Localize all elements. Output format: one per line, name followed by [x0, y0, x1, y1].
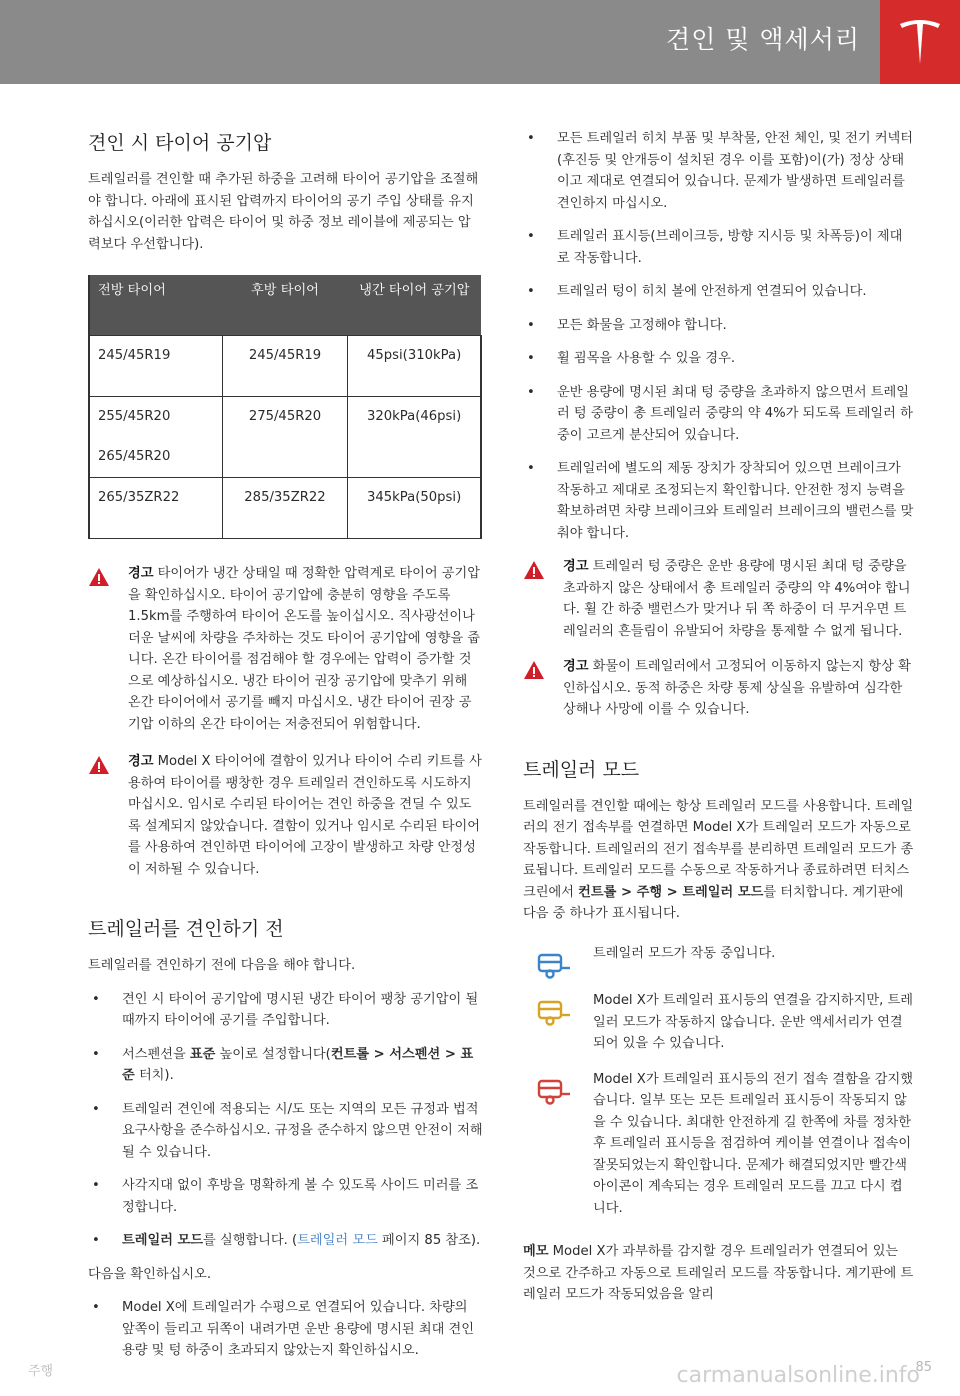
tesla-logo: [880, 0, 960, 84]
check-list: [88, 1297, 483, 1362]
page-header: [0, 0, 960, 84]
table-row: [89, 478, 481, 539]
warning-text: Model X 타이어에 결함이 있거나 타이어 수리 키트를 사용하여 타이어를 팽창한 경우 트레일러 견인하도록 시도하지 마십시오. 임시로 수리된 타이어는 견인 하중을 견딜 수 있도록 설계되지 않았습니다. 결함이 있거나 임시로 수리된 타이어를 사용하여 견인하면 타이어에 고장이 발생하고 차량 안정성이 저하될 수 있습니다.: [128, 754, 482, 877]
check-list-continued: [523, 128, 915, 544]
trailer-mode-heading: 트레일러 모드: [523, 758, 640, 781]
page-number: 85: [915, 1360, 932, 1375]
before-towing-heading: 트레일러를 견인하기 전: [88, 918, 284, 940]
indicator-row: [523, 943, 915, 965]
table-cell: 245/45R19: [222, 336, 347, 397]
footer-section-label: 주행: [28, 1364, 54, 1379]
list-item: • 사각지대 없이 후방을 명확하게 볼 수 있도록 사이드 미러를 조정합니다.: [92, 1178, 479, 1215]
warning-triangle-icon: [88, 567, 110, 587]
indicator-text: Model X가 트레일러 표시등의 연결을 감지하지만, 트레일러 모드가 작동하지 않습니다. 운반 액세서리가 연결되어 있을 수 있습니다.: [593, 993, 914, 1051]
trailer-amber-icon: [537, 998, 571, 1028]
tire-pressure-table: [88, 275, 482, 539]
table-header: 냉간 타이어 공기압: [348, 275, 481, 336]
indicator-row: [523, 990, 915, 1055]
list-item: • 휠 굄목을 사용할 수 있을 경우.: [527, 351, 736, 366]
check-intro: 다음을 확인하십시오.: [88, 1266, 212, 1282]
table-cell: 285/35ZR22: [222, 478, 347, 539]
table-row: [89, 336, 481, 397]
tire-pressure-heading: 견인 시 타이어 공기압: [88, 132, 272, 154]
watermark: carmanualsonline.info: [676, 1363, 920, 1388]
right-column: [523, 128, 915, 1306]
note-text: Model X가 과부하를 감지할 경우 트레일러가 연결되어 있는 것으로 간주하고 자동으로 트레일러 모드를 작동합니다. 계기판에 트레일러 모드가 작동되었음을 알리: [523, 1244, 914, 1302]
indicator-row: [523, 1069, 915, 1220]
warning-triangle-icon: [523, 560, 545, 580]
table-header: 전방 타이어: [89, 275, 222, 336]
warning-block: [523, 656, 915, 721]
list-item: • 트레일러 텅이 히치 볼에 안전하게 연결되어 있습니다.: [527, 284, 867, 299]
warning-block: [88, 563, 483, 735]
list-item: • 모든 화물을 고정해야 합니다.: [527, 317, 727, 333]
tire-intro: 트레일러를 견인할 때 추가된 하중을 고려해 타이어 공기압을 조절해야 합니다. 아래에 표시된 압력까지 타이어의 공기 주입 상태를 유지하십시오(이러한 압력은 타이어 및 하중 정보 레이블에 제공되는 압력보다 우선합니다).: [88, 172, 479, 252]
table-cell: 265/35ZR22: [89, 478, 222, 539]
list-item: • Model X에 트레일러가 수평으로 연결되어 있습니다. 차량의 앞쪽이 들리고 뒤쪽이 내려가면 운반 용량에 명시된 최대 견인 용량 및 텅 하중이 초과되지 않았는지 확인하십시오.: [92, 1300, 475, 1358]
table-cell: 45psi(310kPa): [348, 336, 481, 397]
table-cell: 345kPa(50psi): [348, 478, 481, 539]
table-header: 후방 타이어: [222, 275, 347, 336]
note-paragraph: [523, 1241, 915, 1306]
table-row: [89, 397, 481, 478]
indicator-text: 트레일러 모드가 작동 중입니다.: [593, 945, 776, 961]
table-cell: 245/45R19: [89, 336, 222, 397]
warning-block: [88, 751, 483, 880]
table-cell: 320kPa(46psi): [348, 397, 481, 478]
warning-label: 경고: [563, 659, 589, 674]
warning-label: 경고: [128, 754, 154, 769]
list-item: • 트레일러 모드를 실행합니다. (트레일러 모드 페이지 85 참조).: [92, 1233, 481, 1248]
trailer-mode-link[interactable]: 트레일러 모드: [297, 1233, 378, 1248]
tesla-t-icon: [898, 18, 942, 66]
trailer-mode-paragraph: 트레일러를 견인할 때에는 항상 트레일러 모드를 사용합니다. 트레일러의 전기 접속부를 연결하면 Model X가 트레일러 모드가 자동으로 작동합니다. 트레일러의 전기 접속부를 분리하면 트레일러 모드가 종료됩니다. 트레일러 모드를 수동으로 작동하거나 종료하려면 터치스크린에서 컨트롤 > 주행 > 트레일러 모드를 터치합니다. 계기판에 다음 중 하나가 표시됩니다.: [523, 798, 914, 921]
warning-text: 화물이 트레일러에서 고정되어 이동하지 않는지 항상 확인하십시오. 동적 하중은 차량 통제 상실을 유발하여 심각한 상해나 사망에 이를 수 있습니다.: [563, 659, 911, 717]
before-intro: 트레일러를 견인하기 전에 다음을 해야 합니다.: [88, 958, 356, 973]
note-label: 메모: [523, 1244, 549, 1259]
list-item: • 트레일러 견인에 적용되는 시/도 또는 지역의 모든 규정과 법적 요구사항을 준수하십시오. 규정을 준수하지 않으면 안전이 저해될 수 있습니다.: [92, 1101, 483, 1160]
header-title: 견인 및 액세서리: [666, 25, 860, 54]
trailer-blue-icon: [537, 951, 571, 981]
warning-text: 타이어가 냉간 상태일 때 정확한 압력계로 타이어 공기압을 확인하십시오. 타이어 공기압에 충분히 영향을 주도록 1.5km를 주행하여 타이어 온도를 높이십시오. 직사광선이나 더운 날씨에 차량을 주차하는 것도 타이어 공기압에 영향을 줍니다. 온간 타이어를 점검해야 할 경우에는 압력이 증가할 것으로 예상하십시오. 냉간 타이어 권장 공기압에 맞추기 위해 온간 타이어에서 공기를 빼지 마십시오. 냉간 타이어 권장 공기압 이하의 온간 타이어는 저충전되어 위험합니다.: [128, 566, 481, 732]
table-cell: 255/45R20 265/45R20: [89, 397, 222, 478]
warning-label: 경고: [128, 566, 154, 581]
warning-block: [523, 556, 915, 642]
list-item: • 트레일러에 별도의 제동 장치가 장착되어 있으면 브레이크가 작동하고 제대로 조정되는지 확인합니다. 안전한 정지 능력을 확보하려면 차량 브레이크와 트레일러 브레이크의 밸런스를 맞춰야 합니다.: [527, 461, 914, 541]
left-column: [88, 128, 483, 1374]
warning-triangle-icon: [88, 755, 110, 775]
trailer-red-icon: [537, 1077, 571, 1107]
indicator-text: Model X가 트레일러 표시등의 전기 접속 결함을 감지했습니다. 일부 또는 모든 트레일러 표시등이 작동되지 않을 수 있습니다. 최대한 안전하게 길 한쪽에 차를 정차한 후 트레일러 표시등을 점검하여 케이블 연결이나 접속이 잘못되었는지 확인합니다. 문제가 해결되었지만 빨간색 아이콘이 계속되는 경우 트레일러 모드를 끄고 다시 켭니다.: [593, 1071, 914, 1216]
list-item: • 모든 트레일러 히치 부품 및 부착물, 안전 체인, 및 전기 커넥터(후진등 및 안개등이 설치된 경우 이를 포함)이(가) 정상 상태이고 제대로 연결되어 있습니다. 문제가 발생하면 트레일러를 견인하지 마십시오.: [527, 131, 914, 211]
list-item: • 서스펜션을 표준 높이로 설정합니다(컨트롤 > 서스펜션 > 표준 터치).: [92, 1046, 474, 1083]
list-item: • 운반 용량에 명시된 최대 텅 중량을 초과하지 않으면서 트레일러 텅 중량이 총 트레일러 중량의 약 4%가 되도록 트레일러 하중이 고르게 분산되어 있습니다.: [527, 384, 913, 443]
before-list: [88, 989, 483, 1252]
warning-text: 트레일러 텅 중량은 운반 용량에 명시된 최대 텅 중량을 초과하지 않은 상태에서 총 트레일러 중량의 약 4%여야 합니다. 휠 간 하중 밸런스가 맞거나 뒤 쪽 하중이 더 무거우면 트레일러의 흔들림이 유발되어 차량을 통제할 수 없게 됩니다.: [563, 559, 911, 639]
list-item: • 트레일러 표시등(브레이크등, 방향 지시등 및 차폭등)이 제대로 작동합니다.: [527, 229, 903, 266]
warning-label: 경고: [563, 559, 589, 574]
table-cell: 275/45R20: [222, 397, 347, 478]
list-item: • 견인 시 타이어 공기압에 명시된 냉간 타이어 팽창 공기압이 될 때까지 타이어에 공기를 주입합니다.: [92, 991, 479, 1028]
warning-triangle-icon: [523, 660, 545, 680]
